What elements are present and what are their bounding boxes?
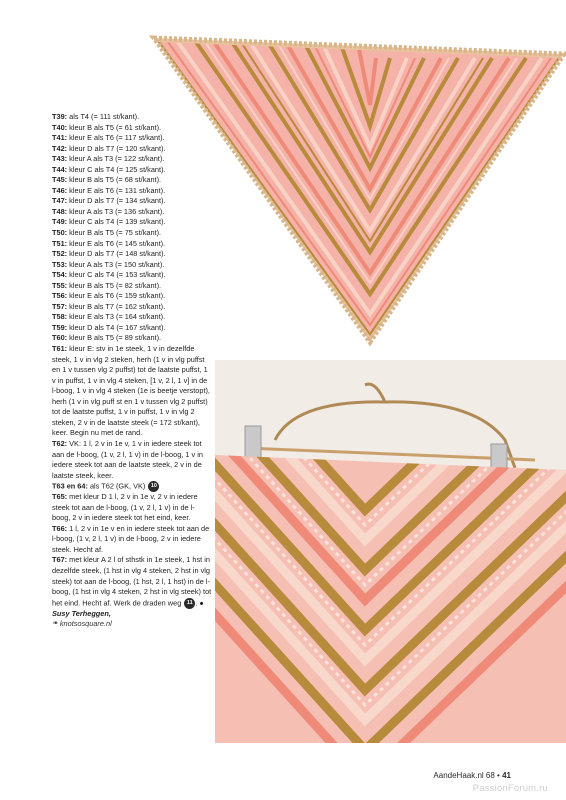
row-text: kleur D als T7 (= 134 st/kant). <box>67 196 166 206</box>
instruction-row <box>52 492 212 524</box>
row-text: kleur E als T6 (= 145 st/kant). <box>67 238 166 248</box>
row-label: T56: <box>52 291 68 301</box>
row-label: T54: <box>52 270 68 280</box>
row-label: T57: <box>52 301 68 311</box>
shawl-hanger-illustration <box>215 360 566 743</box>
page-number: 41 <box>502 771 511 780</box>
row-label: T60: <box>52 333 68 343</box>
crochet-instructions <box>52 112 212 630</box>
row-text: met kleur D 1 l, 2 v in 1e v, 2 v in iedere steek tot aan de l-boog, (1 v, 2 l, 1 v) in de l-boog, 2 v in iedere steek tot het eind, keer. <box>52 492 198 523</box>
instruction-row <box>52 154 212 165</box>
row-text: kleur C als T4 (= 125 st/kant). <box>67 164 166 174</box>
instruction-row <box>52 481 212 492</box>
instruction-row <box>52 175 212 186</box>
instruction-row <box>52 249 212 260</box>
row-label: T55: <box>52 280 68 290</box>
magazine-name: AandeHaak.nl 68 <box>433 771 495 780</box>
page-footer <box>433 771 511 780</box>
row-text: kleur D als T4 (= 167 st/kant). <box>67 322 166 332</box>
row-label: T43: <box>52 154 68 164</box>
row-text: kleur E: stv in 1e steek, 1 v in dezelfde steek, 1 v in vlg 2 steken, herh (1 v in vlg puffst en 1 v tussen vlg 2 puffst) tot de laatste puffst, 1 v in puffst, 1 v in vlg 4 steken, [1 v, 2 l, 1 v] in de l-boog, 1 v in vlg 4 steken (1e is beetje verstopt), herh (1 v in vlg puff st en 1 v tussen vlg 2 puffst) tot de laatste puffst, 1 v in puffst, 1 v in vlg 2 steken, 2 v in de laatste steek (= 172 st/kant), keer. Begin nu met de rand. <box>52 344 210 438</box>
instruction-row <box>52 207 212 218</box>
row-label: T63 en 64: <box>52 481 88 491</box>
row-text: kleur E als T6 (= 159 st/kant). <box>67 291 166 301</box>
row-text: kleur E als T3 (= 164 st/kant). <box>67 312 166 322</box>
watermark: PassionForum.ru <box>472 783 548 794</box>
shawl-on-hanger-photo <box>215 360 566 743</box>
row-text: kleur A als T3 (= 136 st/kant). <box>67 206 165 216</box>
row-text: kleur B als T5 (= 75 st/kant). <box>67 228 162 238</box>
row-label: T42: <box>52 143 68 153</box>
instruction-row <box>52 323 212 334</box>
instruction-row <box>52 186 212 197</box>
instruction-row <box>52 239 212 250</box>
step-badge: 11 <box>184 598 195 609</box>
row-label: T65: <box>52 492 68 502</box>
row-text: kleur C als T4 (= 153 st/kant). <box>67 270 166 280</box>
instruction-row <box>52 196 212 207</box>
row-label: T58: <box>52 312 68 322</box>
row-label: T41: <box>52 133 68 143</box>
row-label: T39: <box>52 112 68 121</box>
yarn-icon: ❧ <box>52 620 58 628</box>
row-label: T46: <box>52 185 68 195</box>
row-text: kleur B als T5 (= 61 st/kant). <box>67 122 162 132</box>
row-label: T49: <box>52 217 68 227</box>
instruction-row <box>52 333 212 344</box>
row-label: T59: <box>52 322 68 332</box>
row-label: T67: <box>52 555 68 565</box>
row-text: als T4 (= 111 st/kant). <box>67 112 140 121</box>
row-text: kleur B als T5 (= 89 st/kant). <box>67 333 162 343</box>
instruction-row <box>52 217 212 228</box>
footer-separator: • <box>497 771 500 780</box>
instruction-row <box>52 344 212 439</box>
instruction-row <box>52 281 212 292</box>
instruction-row <box>52 270 212 281</box>
instruction-row <box>52 555 212 608</box>
instruction-row <box>52 312 212 323</box>
row-end: . ● <box>195 598 204 608</box>
row-text: als T62 (GK, VK) <box>87 481 148 491</box>
row-text: kleur C als T4 (= 139 st/kant). <box>67 217 166 227</box>
step-badge: 10 <box>148 481 159 492</box>
row-text: kleur E als T6 (= 117 st/kant). <box>67 133 165 143</box>
row-label: T53: <box>52 259 68 269</box>
row-text: kleur E als T6 (= 131 st/kant). <box>67 185 166 195</box>
row-text: kleur B als T5 (= 68 st/kant). <box>67 175 162 185</box>
row-label: T47: <box>52 196 68 206</box>
row-text: kleur B als T7 (= 162 st/kant). <box>67 301 166 311</box>
row-text: kleur A als T3 (= 122 st/kant). <box>67 154 165 164</box>
row-text: VK: 1 l, 2 v in 1e v, 1 v in iedere steek tot aan de l-boog, (1 v, 2 l, 1 v) in de l-boog, 1 v in iedere steek tot aan de laatste steek, 2 v in de laatste steek, keer. <box>52 438 203 480</box>
row-label: T62: <box>52 438 68 448</box>
row-label: T45: <box>52 175 68 185</box>
instruction-row <box>52 302 212 313</box>
instruction-row <box>52 165 212 176</box>
instruction-row <box>52 144 212 155</box>
row-text: met kleur A 2 l of sthstk in 1e steek, 1 hst in dezelfde steek, (1 hst in vlg 4 steken, 2 hst in vlg steek) tot aan de l-boog, (1 hst, 2 l, 1 hst) in de l-boog, (1 hst in vlg 4 steken, 2 hst in vlg steek) tot het eind. Hecht af. Werk de draden weg <box>52 555 212 608</box>
instruction-row <box>52 439 212 481</box>
row-label: T66: <box>52 523 68 533</box>
website-text: knotsosquare.nl <box>59 619 112 629</box>
row-text: kleur D als T7 (= 120 st/kant). <box>67 143 166 153</box>
instruction-row <box>52 228 212 239</box>
designer-website <box>52 619 212 630</box>
row-text: kleur A als T3 (= 150 st/kant). <box>67 259 165 269</box>
instruction-row <box>52 524 212 556</box>
row-label: T61: <box>52 344 68 354</box>
row-text: kleur D als T7 (= 148 st/kant). <box>67 249 166 259</box>
instruction-row <box>52 112 212 123</box>
instruction-row <box>52 260 212 271</box>
row-label: T48: <box>52 206 68 216</box>
instruction-row <box>52 123 212 134</box>
row-label: T50: <box>52 228 68 238</box>
row-label: T40: <box>52 122 68 132</box>
instruction-row <box>52 133 212 144</box>
instruction-row <box>52 291 212 302</box>
row-text: kleur B als T5 (= 82 st/kant). <box>67 280 162 290</box>
row-label: T52: <box>52 249 68 259</box>
row-label: T51: <box>52 238 68 248</box>
designer-name: Susy Terheggen, <box>52 608 111 618</box>
row-label: T44: <box>52 164 68 174</box>
row-text: 1 l, 2 v in 1e v en in iedere steek tot aan de l-boog, (1 v, 2 l, 1 v) in de l-boog, 2 v in iedere steek. Hecht af. <box>52 523 210 554</box>
